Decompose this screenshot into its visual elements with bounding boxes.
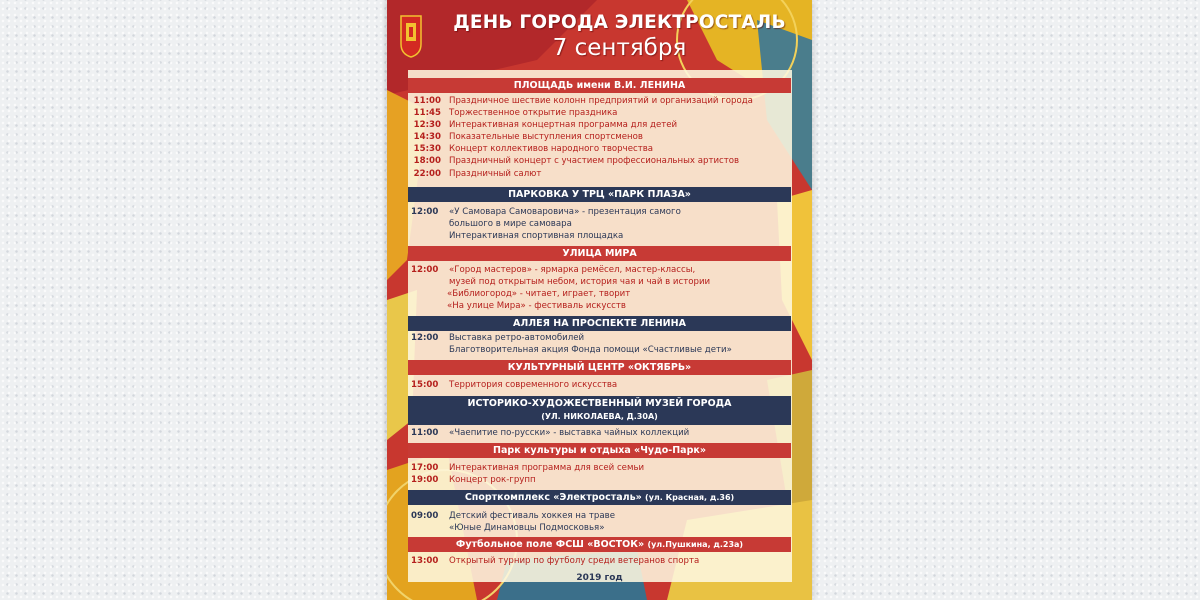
event-text: Концерт коллективов народного творчества	[449, 144, 654, 154]
event-time: 11:45	[413, 108, 441, 118]
event-time: 22:00	[413, 169, 441, 179]
footer-year: 2019 год	[576, 573, 623, 583]
schedule-row	[411, 511, 791, 522]
event-text: Выставка ретро-автомобилей	[449, 333, 585, 343]
schedule-row	[411, 333, 791, 344]
schedule-row-continuation: большого в мире самовара	[449, 219, 572, 229]
event-text: Праздничное шествие колонн предприятий и организаций города	[449, 96, 753, 106]
poster	[387, 0, 812, 600]
section-heading: КУЛЬТУРНЫЙ ЦЕНТР «ОКТЯБРЬ»	[408, 360, 791, 375]
event-time: 17:00	[411, 463, 439, 473]
section-heading: Парк культуры и отдыха «Чудо-Парк»	[408, 443, 791, 458]
event-time: 11:00	[413, 96, 441, 106]
schedule-row	[411, 428, 791, 439]
schedule-row	[411, 144, 791, 155]
event-text: Праздничный салют	[449, 169, 542, 179]
schedule-row	[411, 463, 791, 474]
event-time: 14:30	[413, 132, 441, 142]
event-text: «Город мастеров» - ярмарка ремёсел, мастер-классы,	[449, 265, 696, 275]
event-time: 12:30	[413, 120, 441, 130]
event-time: 12:00	[411, 207, 439, 217]
event-time: 12:00	[411, 265, 439, 275]
page-title: ДЕНЬ ГОРОДА ЭЛЕКТРОСТАЛЬ	[453, 12, 786, 33]
schedule-row-continuation: музей под открытым небом, история чая и чай в истории	[449, 277, 711, 287]
event-text: Детский фестиваль хоккея на траве	[449, 511, 616, 521]
event-time: 19:00	[411, 475, 439, 485]
event-text: Открытый турнир по футболу среди ветеранов спорта	[449, 556, 700, 566]
event-time: 13:00	[411, 556, 439, 566]
schedule-row-continuation: «Библиогород» - читает, играет, творит	[447, 289, 631, 299]
schedule-row	[411, 169, 791, 180]
schedule-row	[411, 475, 791, 486]
event-text: Показательные выступления спортсменов	[449, 132, 643, 142]
event-text: Интерактивная программа для всей семьи	[449, 463, 645, 473]
schedule-row-continuation: Благотворительная акция Фонда помощи «Счастливые дети»	[449, 345, 732, 355]
section-heading: ПЛОЩАДЬ имени В.И. ЛЕНИНА	[408, 78, 791, 93]
schedule-row-continuation: «На улице Мира» - фестиваль искусств	[447, 301, 626, 311]
event-text: Концерт рок-групп	[449, 475, 536, 485]
section-heading: ПАРКОВКА У ТРЦ «ПАРК ПЛАЗА»	[408, 187, 791, 202]
event-time: 15:00	[411, 380, 439, 390]
event-time: 12:00	[411, 333, 439, 343]
schedule-row	[411, 156, 791, 167]
event-text: Праздничный концерт с участием профессиональных артистов	[449, 156, 740, 166]
schedule-row-continuation: «Юные Динамовцы Подмосковья»	[449, 523, 605, 533]
event-text: Территория современного искусства	[449, 380, 618, 390]
section-heading-block	[408, 396, 791, 425]
schedule-row	[411, 120, 791, 131]
event-time: 18:00	[413, 156, 441, 166]
section-heading: УЛИЦА МИРА	[408, 246, 791, 261]
section-heading: АЛЛЕЯ НА ПРОСПЕКТЕ ЛЕНИНА	[408, 316, 791, 331]
schedule-row	[411, 265, 791, 276]
event-time: 15:30	[413, 144, 441, 154]
event-time: 09:00	[411, 511, 439, 521]
section-heading: ИСТОРИКО-ХУДОЖЕСТВЕННЫЙ МУЗЕЙ ГОРОДА	[467, 398, 732, 409]
section-heading-block	[408, 490, 791, 505]
event-text: «Чаепитие по-русски» - выставка чайных коллекций	[449, 428, 690, 438]
schedule-row	[411, 132, 791, 143]
schedule-row-continuation: Интерактивная спортивная площадка	[449, 231, 624, 241]
section-address: (ул. Красная, д.36)	[645, 493, 735, 502]
event-date: 7 сентября	[552, 35, 687, 61]
schedule-row	[411, 556, 791, 567]
section-heading: Футбольное поле ФСШ «ВОСТОК»	[455, 539, 645, 550]
event-time: 11:00	[411, 428, 439, 438]
section-address: (УЛ. НИКОЛАЕВА, Д.30А)	[541, 412, 658, 421]
schedule-row	[411, 96, 791, 107]
section-address: (ул.Пушкина, д.23а)	[647, 540, 744, 549]
event-text: «У Самовара Самоваровича» - презентация самого	[449, 207, 681, 217]
section-heading-block	[408, 537, 791, 552]
event-text: Интерактивная концертная программа для детей	[449, 120, 678, 130]
event-text: Торжественное открытие праздника	[449, 108, 618, 118]
schedule-row	[411, 380, 791, 391]
section-heading: Спорткомплекс «Электросталь»	[464, 492, 642, 503]
schedule-row	[411, 108, 791, 119]
schedule-row	[411, 207, 791, 218]
